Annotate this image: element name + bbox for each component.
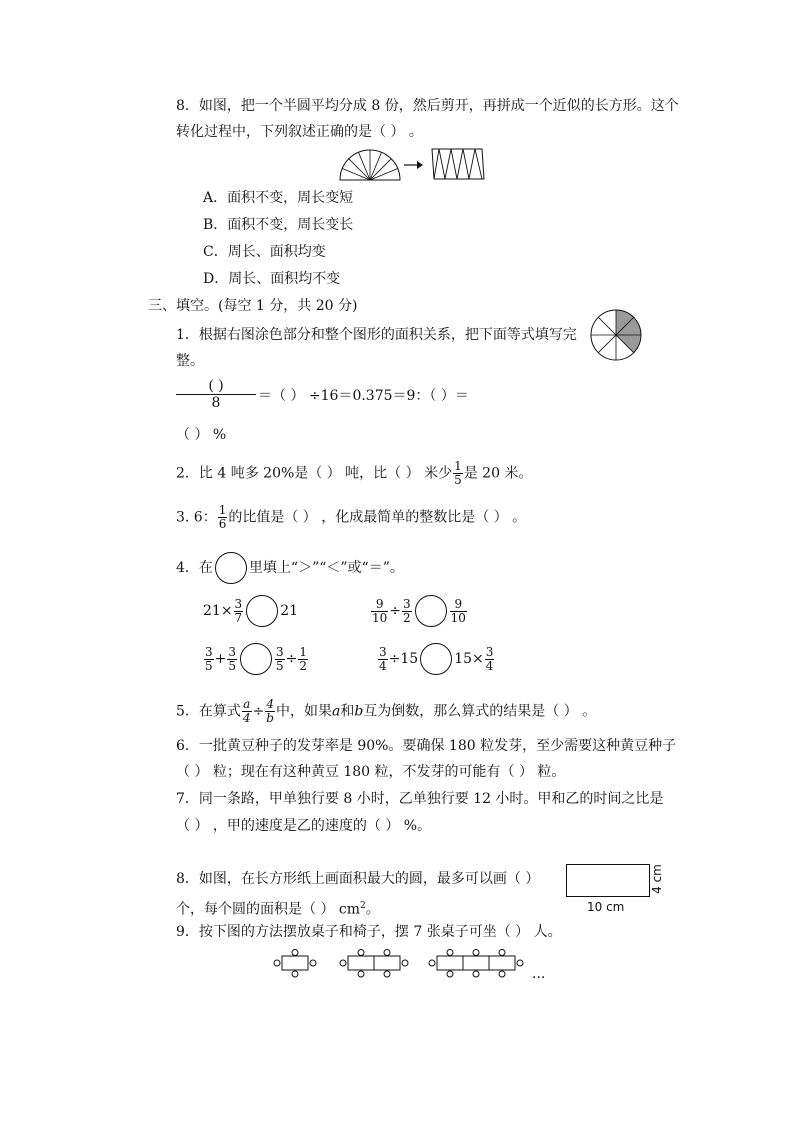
q8-line2-text: 个，每个圆的面积是（ ） cm xyxy=(176,901,361,918)
fraction-denominator: b xyxy=(266,711,274,725)
q1-line2: 整。 xyxy=(176,353,204,369)
fraction xyxy=(298,646,308,673)
fraction xyxy=(227,646,237,673)
fraction-numerator: 3 xyxy=(379,644,387,659)
operator: ÷ xyxy=(389,603,402,619)
fraction-denominator: 5 xyxy=(454,473,462,487)
q8a-option-a: A．面积不变，周长变短 xyxy=(203,190,354,206)
fraction-numerator: 1 xyxy=(454,459,462,473)
expr-text: 21 xyxy=(280,603,299,619)
fraction-denominator: 6 xyxy=(218,517,227,531)
q5-text-a: 5．在算式 xyxy=(176,703,241,720)
q1-line1: 1．根据右图涂色部分和整个图形的面积关系，把下面等式填写完 xyxy=(176,327,577,343)
q5-line xyxy=(176,698,596,725)
q4-expression-2 xyxy=(370,595,468,627)
q4-intro xyxy=(176,552,404,584)
height-label: 4 cm xyxy=(650,864,664,894)
fraction xyxy=(450,598,467,625)
fraction-denominator: 5 xyxy=(228,658,237,673)
q2-line xyxy=(176,460,532,487)
q6-line1: 6．一批黄豆种子的发芽率是 90%。要确保 180 粒发芽，至少需要这种黄豆种子 xyxy=(176,738,677,754)
fraction-numerator: 4 xyxy=(266,697,274,711)
fraction-numerator: 3 xyxy=(205,644,213,659)
q8a-line1: 8．如图，把一个半圆平均分成 8 份，然后剪开，再拼成一个近似的长方形。这个 xyxy=(176,98,679,114)
q4-intro-a: 4．在 xyxy=(176,560,213,576)
fraction-denominator: 10 xyxy=(372,610,388,625)
q3-text-b: 的比值是（ ） ，化成最简单的整数比是（ ） 。 xyxy=(228,509,527,526)
q3-line xyxy=(176,504,526,531)
fraction-numerator: 3 xyxy=(276,644,284,659)
expr-text: 15× xyxy=(454,651,484,667)
compare-circle[interactable] xyxy=(240,643,272,675)
fraction-numerator: 3 xyxy=(228,644,237,659)
parallelogram-figure xyxy=(430,147,486,181)
q6-line2: （ ） 粒；现在有这种黄豆 180 粒，不发芽的可能有（ ） 粒。 xyxy=(176,764,566,780)
variable-b: b xyxy=(354,703,364,720)
fraction-numerator: 3 xyxy=(485,644,494,659)
fraction xyxy=(402,598,412,625)
fraction xyxy=(234,598,244,625)
rectangle-figure xyxy=(566,864,650,897)
q1-fraction-denominator: 8 xyxy=(211,395,221,411)
fraction xyxy=(371,598,388,625)
expr-text: ÷15 xyxy=(388,651,419,667)
fraction xyxy=(204,646,214,673)
q8a-option-b: B．面积不变，周长变长 xyxy=(203,217,354,233)
arrow-right-icon xyxy=(404,160,424,170)
fraction xyxy=(242,698,252,725)
operator: ÷ xyxy=(252,703,265,720)
fraction-numerator: 1 xyxy=(218,503,227,517)
fraction xyxy=(378,646,388,673)
q1-equation: ＝（ ） ÷16＝0.375＝9：（ ）＝ xyxy=(258,388,469,404)
width-label: 10 cm xyxy=(587,900,625,914)
fraction xyxy=(265,698,275,725)
fraction-denominator: 10 xyxy=(450,610,466,625)
one-table-figure xyxy=(273,949,317,983)
q2-text-a: 2．比 4 吨多 20%是（ ） 吨，比（ ） 米少 xyxy=(176,465,453,482)
q4-intro-b: 里填上“＞”“＜”或“＝”。 xyxy=(248,560,404,576)
q7-line2: （ ） ，甲的速度是乙的速度的（ ） %。 xyxy=(176,818,432,834)
fraction xyxy=(275,646,285,673)
fraction-denominator: 2 xyxy=(403,610,411,625)
operator: ÷ xyxy=(285,651,298,667)
shaded-circle-figure xyxy=(589,308,643,362)
q8-line2 xyxy=(176,896,380,920)
semicircle-figure xyxy=(338,148,402,182)
fraction-numerator: 3 xyxy=(403,596,411,611)
three-tables-figure xyxy=(428,949,524,983)
fraction-numerator: a xyxy=(243,697,251,711)
q4-expression-1 xyxy=(203,595,298,627)
q5-text-d: 互为倒数，那么算式的结果是（ ） 。 xyxy=(363,703,597,720)
operator: + xyxy=(214,651,227,667)
q8-line1: 8．如图，在长方形纸上画面积最大的圆，最多可以画（ ） xyxy=(176,871,540,887)
fraction-denominator: 5 xyxy=(276,658,284,673)
compare-circle[interactable] xyxy=(246,595,278,627)
fraction-numerator: 1 xyxy=(299,644,308,659)
q4-expression-3 xyxy=(203,643,309,675)
q9-line1: 9．按下图的方法摆放桌子和椅子，摆 7 张桌子可坐（ ） 人。 xyxy=(176,924,562,940)
two-tables-figure xyxy=(339,949,409,983)
compare-circle[interactable] xyxy=(420,643,452,675)
compare-circle[interactable] xyxy=(415,595,447,627)
q1-fraction-numerator: ( ) xyxy=(176,378,256,395)
q8a-option-c: C．周长、面积均变 xyxy=(203,244,326,260)
fraction-numerator: 9 xyxy=(371,598,388,612)
q9-ellipsis: ... xyxy=(532,966,546,982)
fraction-denominator: 4 xyxy=(242,711,251,725)
fraction xyxy=(218,504,228,531)
q4-expression-4 xyxy=(377,643,495,675)
fraction xyxy=(485,646,495,673)
fraction-denominator: 5 xyxy=(205,658,213,673)
fraction-denominator: 7 xyxy=(234,610,243,625)
fraction-denominator: 2 xyxy=(299,658,308,673)
q7-line1: 7．同一条路，甲单独行要 8 小时，乙单独行要 12 小时。甲和乙的时间之比是 xyxy=(176,791,664,807)
q8a-option-d: D．周长、面积均不变 xyxy=(203,271,341,287)
fraction-denominator: 4 xyxy=(485,658,494,673)
section-title: 三、填空。(每空 1 分，共 20 分) xyxy=(148,298,358,314)
fraction xyxy=(453,460,463,487)
compare-circle[interactable] xyxy=(215,552,247,584)
q8-line2-end: 。 xyxy=(365,901,380,918)
q1-line4: （ ） % xyxy=(176,427,227,443)
superscript: 2 xyxy=(360,901,366,911)
variable-a: a xyxy=(331,703,341,720)
q3-text-a: 3. 6： xyxy=(176,509,217,526)
fraction-numerator: 3 xyxy=(234,596,243,611)
q2-text-b: 是 20 米。 xyxy=(463,465,533,482)
fraction-numerator: 9 xyxy=(450,598,467,612)
q5-text-b: 中，如果 xyxy=(275,703,332,720)
expr-text: 21× xyxy=(203,603,233,619)
q8a-line2: 转化过程中，下列叙述正确的是（ ） 。 xyxy=(176,124,423,140)
fraction-denominator: 4 xyxy=(379,658,387,673)
q5-text-c: 和 xyxy=(340,703,355,720)
